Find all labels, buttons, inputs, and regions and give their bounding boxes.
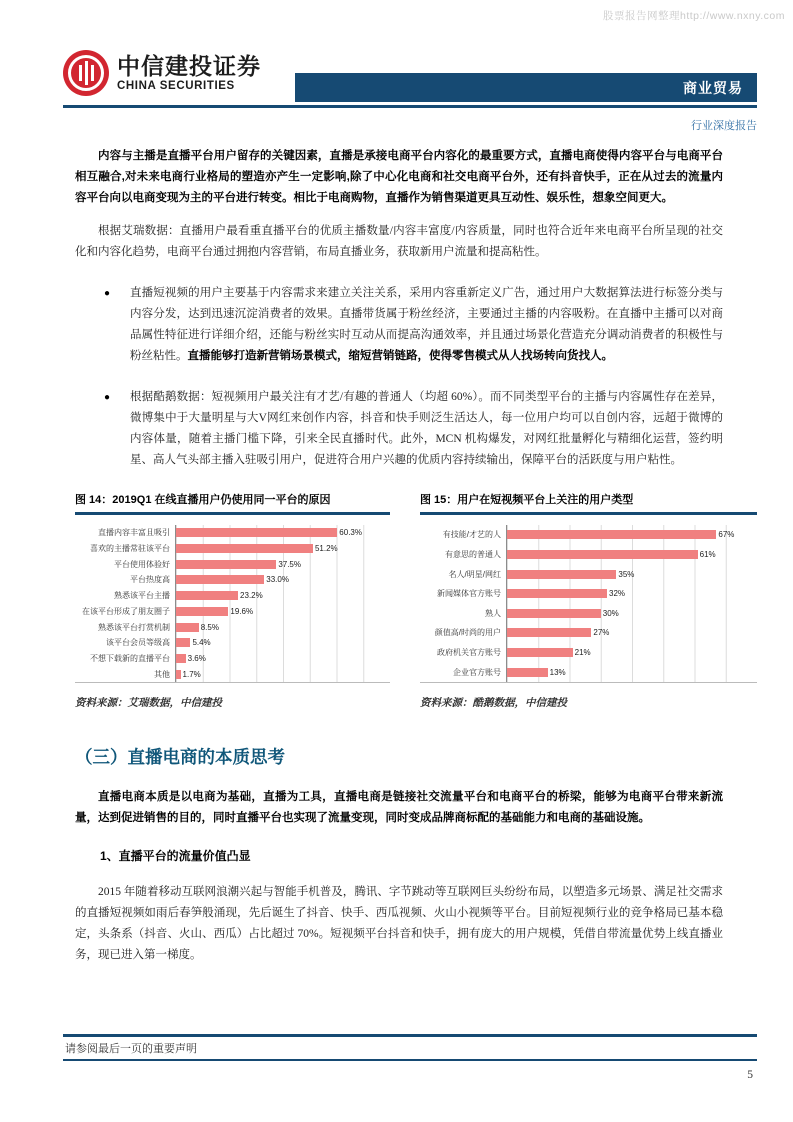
bullet2-text: 根据酷鹅数据：短视频用户最关注有才艺/有趣的普通人（均超 60%）。而不同类型平台的主播与内容属性存在差异，微博集中于大量明星与大V网红来创作内容，抖音和快手则泛生活达人，每一位用户均可以自创内容，远超于微博的内容体量，随着主播门槛下降，引来全民直播时代。此外，MCN 机构爆发，对网红批量孵化与精细化运营，签约明星、高人气头部主播入驻吸引用户，促进符合用户兴趣的优质内容持续输出，保障平台的活跃度与用户粘性。 [130, 391, 723, 466]
figure-row [75, 491, 757, 710]
chart-figure-15 [420, 491, 757, 710]
chart-category-label: 喜欢的主播常驻该平台 [90, 544, 170, 554]
chart-row [75, 635, 390, 651]
chart-value-label: 60.3% [339, 528, 362, 538]
chart-category-label: 名人/明星/网红 [448, 569, 501, 579]
chart-row [75, 572, 390, 588]
chart-row [75, 556, 390, 572]
chart-bar [176, 654, 186, 663]
chart-value-label: 61% [699, 549, 716, 559]
bullet-icon: ● [104, 392, 111, 403]
chart-plot-area [175, 525, 390, 541]
chart-plot-area [175, 572, 390, 588]
chart-category-label: 平台使用体验好 [114, 559, 170, 569]
category-badge: 商业贸易 [683, 79, 743, 96]
chart-value-label: 67% [718, 530, 735, 540]
chart-value-label: 51.2% [314, 544, 338, 554]
chart-plot-area [506, 623, 757, 643]
chart-bar [507, 530, 716, 539]
chart-category-label: 直播内容丰富且吸引 [98, 528, 170, 538]
chart-value-label: 32% [609, 589, 626, 599]
chart-bar [507, 609, 601, 618]
chart-source: 资料来源：酷鹅数据，中信建投 [420, 698, 567, 709]
chart-value-label: 27% [593, 628, 610, 638]
chart-row [420, 584, 757, 604]
chart-category-label: 平台热度高 [130, 575, 170, 585]
chart-figure-14 [75, 491, 390, 710]
chart-category-label: 在该平台形成了朋友圈子 [82, 606, 170, 616]
chart-row [420, 662, 757, 682]
chart-title: 图 14：2019Q1 在线直播用户仍使用同一平台的原因 [75, 491, 390, 515]
page-footer [63, 1034, 757, 1081]
chart-plot-area [175, 635, 390, 651]
chart-category-label: 有技能/才艺的人 [442, 530, 501, 540]
chart-bar [507, 668, 548, 677]
logo-name-cn: 中信建投证券 [117, 53, 261, 80]
sub-heading: 1、直播平台的流量价值凸显 [100, 849, 251, 863]
chart-value-label: 8.5% [200, 622, 219, 632]
chart-value-label: 30% [602, 608, 619, 618]
chart-bar [507, 589, 607, 598]
chart-plot-area [506, 584, 757, 604]
chart-row [75, 588, 390, 604]
bullet1-bold-text: 直播能够打造新营销场景模式，缩短营销链路，使得零售模式从人找场转向货找人。 [187, 350, 613, 362]
chart-bar [176, 670, 181, 679]
disclaimer-text: 请参阅最后一页的重要声明 [65, 1042, 197, 1055]
chart-category-label: 熟悉该平台打赏机制 [98, 622, 170, 632]
intro-paragraph: 内容与主播是直播平台用户留存的关键因素，直播是承接电商平台内容化的最重要方式，直播电商使得内容平台与电商平台相互融合,对未来电商行业格局的塑造亦产生一定影响,除了中心化电商和社交电商平台外，还有抖音快手，正在从过去的流量内容平台向以电商变现为主的平台进行转变。相比于电商购物，直播作为销售渠道更具互动性、娱乐性，想象空间更大。 [75, 150, 723, 204]
bullet1-text: 直播短视频的用户主要基于内容需求来建立关注关系，采用内容重新定义广告，通过用户大数据算法进行标签分类与内容分发，达到迅速沉淀消费者的效果。直播带货属于粉丝经济，主要通过主播的内容吸粉。在直播中主播可以对商品属性特征进行详细介绍，还能与粉丝实时互动从而提高沟通效率，并且通过场景化营造充分调动消费者的积极性与粉丝粘性。 [130, 287, 723, 362]
bullet-list [75, 283, 723, 471]
chart-bar [176, 575, 264, 584]
chart-plot-area [175, 604, 390, 620]
chart-bar [176, 591, 238, 600]
chart-category-label: 政府机关官方账号 [437, 648, 501, 658]
footer-divider-bottom [63, 1059, 757, 1062]
chart-category-label: 熟悉该平台主播 [114, 591, 170, 601]
chart-source: 资料来源：艾瑞数据，中信建投 [75, 698, 222, 709]
chart-plot-area [175, 541, 390, 557]
chart-category-label: 企业官方账号 [453, 667, 501, 677]
chart-category-label: 其他 [154, 669, 170, 679]
chart-row [75, 541, 390, 557]
section-paragraph: 直播电商本质是以电商为基础，直播为工具，直播电商是链接社交流量平台和电商平台的桥梁，能够为电商平台带来新流量，达到促进销售的目的，同时直播平台也实现了流量变现，同时变成品牌商标配的基础能力和电商的基础设施。 [75, 791, 723, 824]
list-item [104, 283, 723, 367]
chart-row [420, 643, 757, 663]
citic-logo-icon [63, 50, 109, 96]
chart-title: 图 15：用户在短视频平台上关注的用户类型 [420, 491, 757, 515]
chart-value-label: 3.6% [187, 653, 206, 663]
chart-category-label: 有意思的普通人 [445, 549, 501, 559]
chart-value-label: 33.0% [266, 575, 289, 585]
chart-bar [176, 544, 313, 553]
category-bar [295, 73, 757, 102]
chart-plot-area [175, 588, 390, 604]
chart-plot-area [175, 666, 390, 682]
chart-bar [507, 628, 591, 637]
bar-chart [420, 525, 757, 683]
chart-plot-area [175, 556, 390, 572]
chart-value-label: 5.4% [192, 638, 211, 648]
chart-bar [176, 560, 276, 569]
history-paragraph: 2015 年随着移动互联网浪潮兴起与智能手机普及，腾讯、字节跳动等互联网巨头纷纷布局，以塑造多元场景、满足社交需求的直播短视频如雨后春笋般涌现，先后诞生了抖音、快手、西瓜视频、火山小视频等平台。目前短视频行业的竞争格局已基本稳定，头条系（抖音、火山、西瓜）占比超过 70%。短视频平台抖音和快手，拥有庞大的用户规模，凭借自带流量优势上线直播业务，现已进入第一梯度。 [75, 886, 723, 961]
report-type-label: 行业深度报告 [691, 120, 757, 132]
chart-plot-area [506, 662, 757, 682]
chart-bar [176, 623, 199, 632]
chart-value-label: 19.6% [230, 606, 254, 616]
iresearch-paragraph: 根据艾瑞数据：直播用户最看重直播平台的优质主播数量/内容丰富度/内容质量，同时也符合近年来电商平台所呈现的社交化和内容化趋势，电商平台通过拥抱内容营销，布局直播业务，获取新用户流量和提高粘性。 [75, 225, 723, 258]
chart-row [75, 525, 390, 541]
chart-bar [176, 528, 337, 537]
chart-plot-area [506, 604, 757, 624]
header-divider [63, 105, 757, 108]
chart-row [420, 525, 757, 545]
bar-chart [75, 525, 390, 683]
chart-category-label: 颜值高/时尚的用户 [434, 628, 501, 638]
chart-category-label: 熟人 [485, 608, 501, 618]
chart-bar [507, 570, 616, 579]
chart-value-label: 37.5% [278, 559, 301, 569]
chart-value-label: 21% [574, 648, 591, 658]
chart-row [75, 619, 390, 635]
chart-row [420, 545, 757, 565]
chart-value-label: 13% [549, 667, 566, 677]
chart-plot-area [175, 619, 390, 635]
bullet-icon: ● [104, 288, 111, 299]
chart-bar [176, 607, 228, 616]
logo-text [117, 54, 261, 91]
chart-bar [176, 638, 190, 647]
chart-row [75, 604, 390, 620]
chart-row [75, 666, 390, 682]
chart-category-label: 新闻媒体官方账号 [437, 589, 501, 599]
chart-plot-area [506, 525, 757, 545]
chart-bar [507, 550, 698, 559]
chart-plot-area [506, 545, 757, 565]
chart-value-label: 35% [618, 569, 635, 579]
page-content [75, 146, 735, 966]
chart-row [75, 651, 390, 667]
list-item [104, 387, 723, 471]
chart-category-label: 该平台会员等级高 [106, 638, 170, 648]
chart-value-label: 23.2% [240, 591, 263, 601]
chart-plot-area [175, 651, 390, 667]
logo-name-en: CHINA SECURITIES [117, 79, 235, 92]
page-number: 5 [747, 1069, 753, 1081]
chart-row [420, 604, 757, 624]
watermark: 股票报告网整理http://www.nxny.com [602, 10, 785, 22]
chart-bar [507, 648, 573, 657]
company-logo [63, 50, 261, 96]
chart-value-label: 1.7% [182, 669, 201, 679]
chart-plot-area [506, 643, 757, 663]
chart-row [420, 564, 757, 584]
chart-plot-area [506, 564, 757, 584]
chart-row [420, 623, 757, 643]
chart-category-label: 不想下载新的直播平台 [90, 653, 170, 663]
section-heading: （三）直播电商的本质思考 [75, 747, 285, 767]
